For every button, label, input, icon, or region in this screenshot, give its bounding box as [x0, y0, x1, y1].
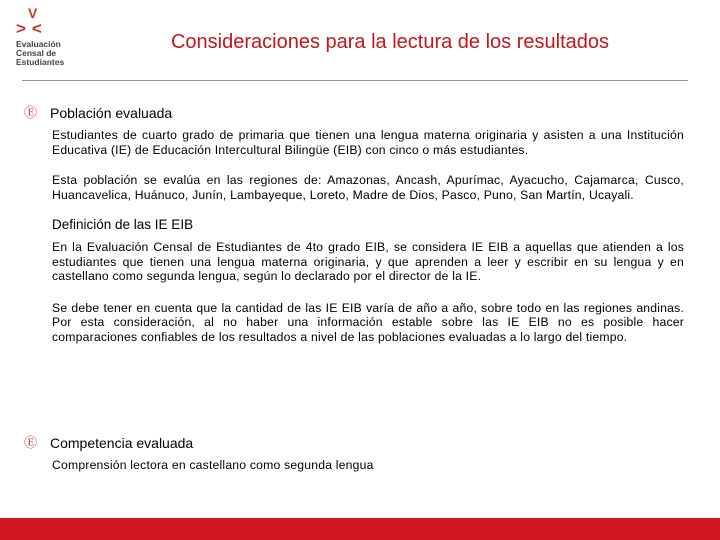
heading-poblacion-text: Población evaluada: [50, 105, 173, 121]
logo-line-1: Evaluación: [16, 39, 61, 49]
header-divider: [22, 80, 688, 81]
footer-bar: [0, 518, 720, 540]
heading-poblacion: [24, 104, 684, 122]
logo-v-glyph: V: [28, 5, 38, 21]
bullet-icon: Ⓔ: [24, 105, 38, 120]
subheading-definicion: Definición de las IE EIB: [52, 217, 194, 232]
heading-competencia-text: Competencia evaluada: [50, 435, 194, 451]
heading-competencia: [24, 434, 684, 452]
bullet-icon: Ⓔ: [24, 435, 38, 450]
logo-line-3: Estudiantes: [16, 57, 65, 67]
ece-logo: [16, 6, 76, 68]
paragraph-poblacion-2: Esta población se evalúa en las regiones de: Amazonas, Ancash, Apurímac, Ayacucho, Cajamarca, Cusco, Huancavelica, Huánuco, Junín, Lambayeque, Loreto, Madre de Dios, Pasco, Puno, San Martín, Ucayali.: [52, 173, 684, 202]
logo-line-2: Censal de: [16, 48, 57, 58]
page-title: Consideraciones para la lectura de los resultados: [170, 31, 610, 53]
section-competencia: [24, 434, 684, 473]
logo-wordmark: [16, 40, 76, 67]
paragraph-definicion-2: Se debe tener en cuenta que la cantidad de las IE EIB varía de año a año, sobre todo en las regiones andinas. Por esta consideración, al no haber una información estable sobre las IE EIB no es posible hacer comparaciones confiables de los resultados a nivel de las poblaciones evaluadas a lo largo del tiempo.: [52, 300, 684, 344]
logo-mark: [16, 6, 76, 40]
paragraph-definicion-1: En la Evaluación Censal de Estudiantes de 4to grado EIB, se considera IE EIB a aquellas que atienden a los estudiantes que tienen una lengua materna originaria, y que aprenden a leer y escribir en su lengua y en castellano como segunda lengua, según lo declarado por el director de la IE.: [52, 240, 684, 283]
paragraph-competencia-1: Comprensión lectora en castellano como segunda lengua: [52, 458, 374, 472]
section-poblacion: [24, 104, 684, 344]
paragraph-poblacion-1: Estudiantes de cuarto grado de primaria que tienen una lengua materna originaria y asisten a una Institución Educativa (IE) de Educación Intercultural Bilingüe (EIB) con cinco o más estudiantes.: [52, 128, 684, 157]
logo-brackets-glyph: ><: [16, 19, 48, 38]
